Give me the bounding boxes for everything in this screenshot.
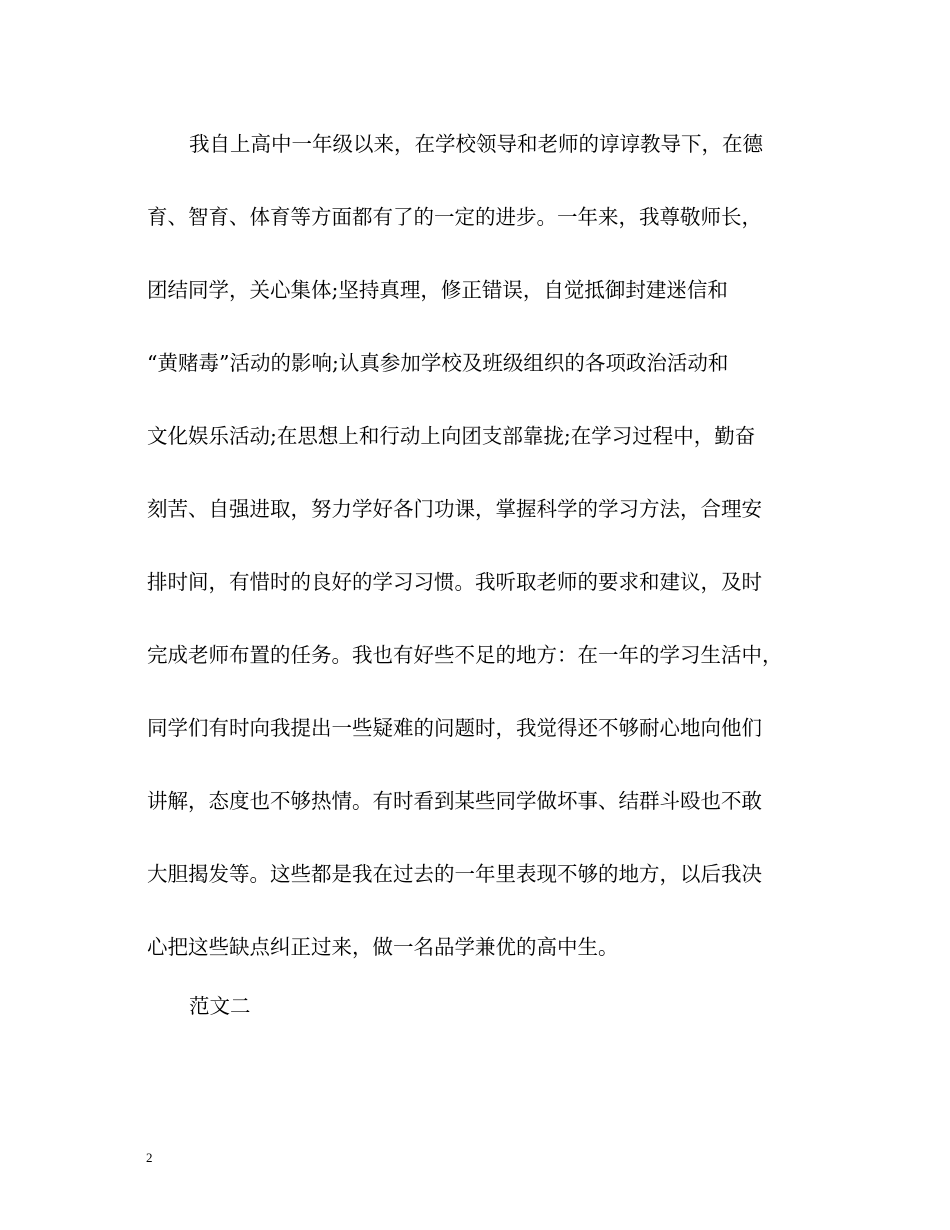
paragraph-line: 我自上高中一年级以来，在学校领导和老师的谆谆教导下，在德 — [189, 132, 763, 156]
paragraph-line: 文化娱乐活动;在思想上和行动上向团支部靠拢;在学习过程中，勤奋 — [147, 424, 756, 448]
paragraph-line: “黄赌毒”活动的影响;认真参加学校及班级组织的各项政治活动和 — [147, 351, 729, 375]
paragraph-line: 团结同学，关心集体;坚持真理，修正错误，自觉抵御封建迷信和 — [147, 278, 728, 302]
page-number: 2 — [146, 1150, 153, 1165]
paragraph-line: 刻苦、自强进取，努力学好各门功课，掌握科学的学习方法，合理安 — [147, 497, 762, 521]
paragraph-line: 心把这些缺点纠正过来，做一名品学兼优的高中生。 — [147, 935, 619, 959]
paragraph-line: 大胆揭发等。这些都是我在过去的一年里表现不够的地方，以后我决 — [147, 862, 762, 886]
body-paragraph — [147, 124, 812, 1000]
section-heading: 范文二 — [189, 994, 251, 1018]
paragraph-line: 同学们有时向我提出一些疑难的问题时，我觉得还不够耐心地向他们 — [147, 716, 762, 740]
paragraph-line: 排时间，有惜时的良好的学习习惯。我听取老师的要求和建议，及时 — [147, 570, 762, 594]
paragraph-line: 讲解，态度也不够热情。有时看到某些同学做坏事、结群斗殴也不敢 — [147, 789, 762, 813]
paragraph-line: 育、智育、体育等方面都有了的一定的进步。一年来，我尊敬师长， — [147, 205, 762, 229]
paragraph-line: 完成老师布置的任务。我也有好些不足的地方：在一年的学习生活中， — [147, 643, 783, 667]
